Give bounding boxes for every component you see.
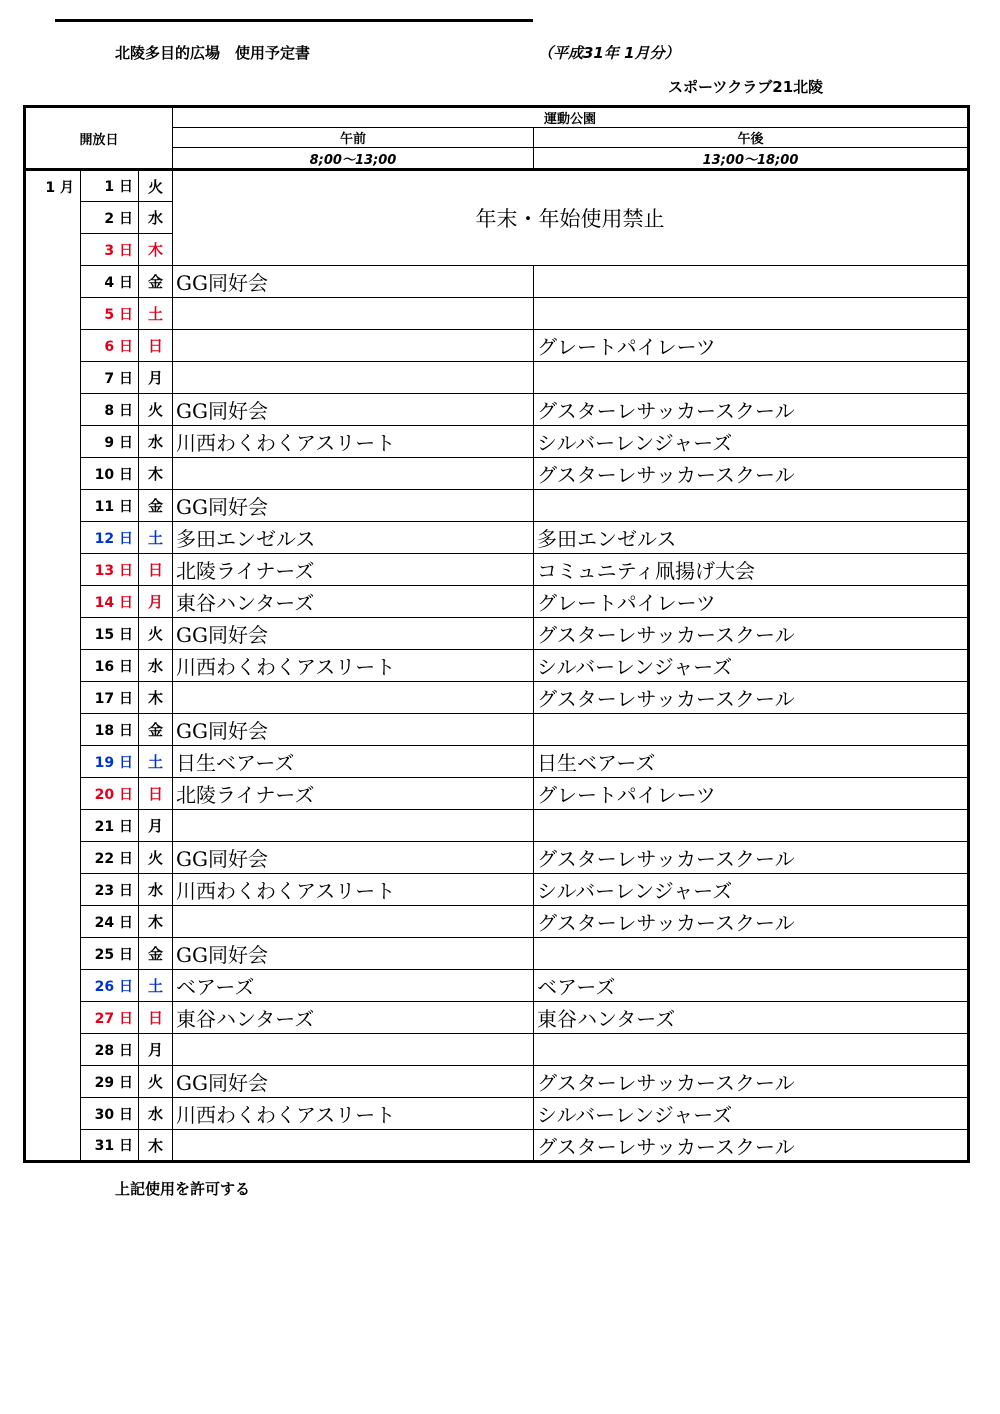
day-cell: 12 日 — [81, 522, 139, 554]
pm-user-cell: グスターレサッカースクール — [534, 906, 969, 938]
table-row — [25, 938, 969, 970]
pm-user-cell: シルバーレンジャーズ — [534, 650, 969, 682]
table-row — [25, 1002, 969, 1034]
weekday-cell: 土 — [139, 970, 173, 1002]
day-cell: 21 日 — [81, 810, 139, 842]
table-row — [25, 810, 969, 842]
weekday-cell: 水 — [139, 874, 173, 906]
pm-user-cell: ベアーズ — [534, 970, 969, 1002]
table-row — [25, 618, 969, 650]
am-user-cell: GG同好会 — [173, 842, 534, 874]
day-cell: 29 日 — [81, 1066, 139, 1098]
weekday-cell: 木 — [139, 458, 173, 490]
weekday-cell: 月 — [139, 362, 173, 394]
weekday-cell: 火 — [139, 170, 173, 202]
period-label: （平成31年 1月分） — [538, 44, 680, 62]
am-user-cell: GG同好会 — [173, 1066, 534, 1098]
pm-user-cell: グスターレサッカースクール — [534, 618, 969, 650]
pm-user-cell — [534, 1034, 969, 1066]
weekday-cell: 土 — [139, 522, 173, 554]
am-user-cell — [173, 810, 534, 842]
day-cell: 22 日 — [81, 842, 139, 874]
am-user-cell: GG同好会 — [173, 394, 534, 426]
day-cell: 13 日 — [81, 554, 139, 586]
weekday-cell: 木 — [139, 1130, 173, 1162]
day-cell: 27 日 — [81, 1002, 139, 1034]
am-user-cell — [173, 298, 534, 330]
weekday-cell: 水 — [139, 650, 173, 682]
am-time-header: 8;00～13;00 — [173, 148, 534, 170]
am-user-cell: 川西わくわくアスリート — [173, 1098, 534, 1130]
weekday-cell: 金 — [139, 938, 173, 970]
day-cell: 26 日 — [81, 970, 139, 1002]
day-cell: 28 日 — [81, 1034, 139, 1066]
table-row — [25, 522, 969, 554]
day-cell: 14 日 — [81, 586, 139, 618]
table-row — [25, 490, 969, 522]
pm-user-cell: シルバーレンジャーズ — [534, 1098, 969, 1130]
table-row — [25, 1130, 969, 1162]
table-row — [25, 298, 969, 330]
document-title: 北陵多目的広場 使用予定書 — [115, 44, 311, 62]
day-cell: 4 日 — [81, 266, 139, 298]
day-cell: 24 日 — [81, 906, 139, 938]
weekday-cell: 水 — [139, 1098, 173, 1130]
approval-statement: 上記使用を許可する — [115, 1180, 251, 1198]
day-cell: 8 日 — [81, 394, 139, 426]
weekday-cell: 金 — [139, 266, 173, 298]
weekday-cell: 木 — [139, 906, 173, 938]
pm-user-cell — [534, 490, 969, 522]
table-row — [25, 970, 969, 1002]
table-row — [25, 650, 969, 682]
pm-user-cell — [534, 714, 969, 746]
schedule-table — [23, 105, 970, 1163]
facility-header: 運動公園 — [173, 107, 969, 128]
table-row — [25, 266, 969, 298]
pm-header: 午後 — [534, 128, 969, 148]
day-cell: 18 日 — [81, 714, 139, 746]
table-row — [25, 842, 969, 874]
top-rule — [55, 19, 533, 22]
table-row — [25, 874, 969, 906]
day-cell: 17 日 — [81, 682, 139, 714]
month-cell: 1 月 — [25, 170, 81, 1162]
day-cell: 10 日 — [81, 458, 139, 490]
weekday-cell: 金 — [139, 490, 173, 522]
pm-user-cell: グレートパイレーツ — [534, 778, 969, 810]
table-row — [25, 714, 969, 746]
am-user-cell: 東谷ハンターズ — [173, 1002, 534, 1034]
pm-user-cell — [534, 938, 969, 970]
day-cell: 3 日 — [81, 234, 139, 266]
day-cell: 16 日 — [81, 650, 139, 682]
weekday-cell: 日 — [139, 1002, 173, 1034]
am-user-cell: 多田エンゼルス — [173, 522, 534, 554]
pm-user-cell: グレートパイレーツ — [534, 330, 969, 362]
pm-user-cell: シルバーレンジャーズ — [534, 874, 969, 906]
schedule-body — [25, 170, 969, 1162]
am-user-cell — [173, 362, 534, 394]
day-cell: 11 日 — [81, 490, 139, 522]
table-row — [25, 1098, 969, 1130]
am-user-cell: 日生ベアーズ — [173, 746, 534, 778]
pm-user-cell — [534, 362, 969, 394]
day-cell: 7 日 — [81, 362, 139, 394]
weekday-cell: 火 — [139, 394, 173, 426]
day-cell: 31 日 — [81, 1130, 139, 1162]
weekday-cell: 木 — [139, 234, 173, 266]
am-user-cell: GG同好会 — [173, 714, 534, 746]
day-cell: 19 日 — [81, 746, 139, 778]
weekday-cell: 月 — [139, 810, 173, 842]
pm-user-cell — [534, 298, 969, 330]
day-cell: 2 日 — [81, 202, 139, 234]
am-user-cell: 川西わくわくアスリート — [173, 650, 534, 682]
day-cell: 20 日 — [81, 778, 139, 810]
am-user-cell: 川西わくわくアスリート — [173, 874, 534, 906]
weekday-cell: 木 — [139, 682, 173, 714]
table-row — [25, 394, 969, 426]
weekday-cell: 金 — [139, 714, 173, 746]
am-user-cell: 川西わくわくアスリート — [173, 426, 534, 458]
day-cell: 25 日 — [81, 938, 139, 970]
am-user-cell: GG同好会 — [173, 618, 534, 650]
weekday-cell: 火 — [139, 618, 173, 650]
am-user-cell: 東谷ハンターズ — [173, 586, 534, 618]
day-cell: 30 日 — [81, 1098, 139, 1130]
table-row — [25, 746, 969, 778]
weekday-cell: 土 — [139, 746, 173, 778]
table-row — [25, 682, 969, 714]
day-cell: 9 日 — [81, 426, 139, 458]
table-row — [25, 362, 969, 394]
am-user-cell: 北陵ライナーズ — [173, 778, 534, 810]
pm-user-cell: コミュニティ凧揚げ大会 — [534, 554, 969, 586]
am-user-cell: GG同好会 — [173, 266, 534, 298]
day-cell: 23 日 — [81, 874, 139, 906]
am-user-cell — [173, 458, 534, 490]
weekday-cell: 火 — [139, 1066, 173, 1098]
weekday-cell: 土 — [139, 298, 173, 330]
am-user-cell — [173, 1130, 534, 1162]
am-header: 午前 — [173, 128, 534, 148]
weekday-cell: 水 — [139, 426, 173, 458]
pm-user-cell: シルバーレンジャーズ — [534, 426, 969, 458]
pm-user-cell: グスターレサッカースクール — [534, 458, 969, 490]
day-cell: 1 日 — [81, 170, 139, 202]
pm-user-cell: グスターレサッカースクール — [534, 394, 969, 426]
table-row — [25, 170, 969, 202]
weekday-cell: 日 — [139, 778, 173, 810]
weekday-cell: 月 — [139, 586, 173, 618]
table-row — [25, 586, 969, 618]
am-user-cell: 北陵ライナーズ — [173, 554, 534, 586]
day-cell: 6 日 — [81, 330, 139, 362]
am-user-cell — [173, 1034, 534, 1066]
am-user-cell — [173, 682, 534, 714]
table-row — [25, 778, 969, 810]
pm-user-cell: グスターレサッカースクール — [534, 842, 969, 874]
open-day-header: 開放日 — [25, 107, 173, 170]
weekday-cell: 日 — [139, 330, 173, 362]
pm-user-cell — [534, 810, 969, 842]
table-row — [25, 554, 969, 586]
table-row — [25, 1034, 969, 1066]
weekday-cell: 月 — [139, 1034, 173, 1066]
am-user-cell: ベアーズ — [173, 970, 534, 1002]
pm-time-header: 13;00～18;00 — [534, 148, 969, 170]
pm-user-cell: 東谷ハンターズ — [534, 1002, 969, 1034]
weekday-cell: 火 — [139, 842, 173, 874]
am-user-cell — [173, 330, 534, 362]
pm-user-cell: グスターレサッカースクール — [534, 1066, 969, 1098]
table-row — [25, 906, 969, 938]
pm-user-cell: グレートパイレーツ — [534, 586, 969, 618]
pm-user-cell: 多田エンゼルス — [534, 522, 969, 554]
table-row — [25, 426, 969, 458]
table-row — [25, 330, 969, 362]
am-user-cell: GG同好会 — [173, 938, 534, 970]
day-cell: 5 日 — [81, 298, 139, 330]
closed-notice: 年末・年始使用禁止 — [173, 170, 969, 266]
am-user-cell: GG同好会 — [173, 490, 534, 522]
organization-name: スポーツクラブ21北陵 — [668, 78, 824, 96]
table-row — [25, 458, 969, 490]
pm-user-cell: グスターレサッカースクール — [534, 682, 969, 714]
pm-user-cell: グスターレサッカースクール — [534, 1130, 969, 1162]
weekday-cell: 日 — [139, 554, 173, 586]
weekday-cell: 水 — [139, 202, 173, 234]
pm-user-cell: 日生ベアーズ — [534, 746, 969, 778]
table-row — [25, 1066, 969, 1098]
pm-user-cell — [534, 266, 969, 298]
am-user-cell — [173, 906, 534, 938]
day-cell: 15 日 — [81, 618, 139, 650]
